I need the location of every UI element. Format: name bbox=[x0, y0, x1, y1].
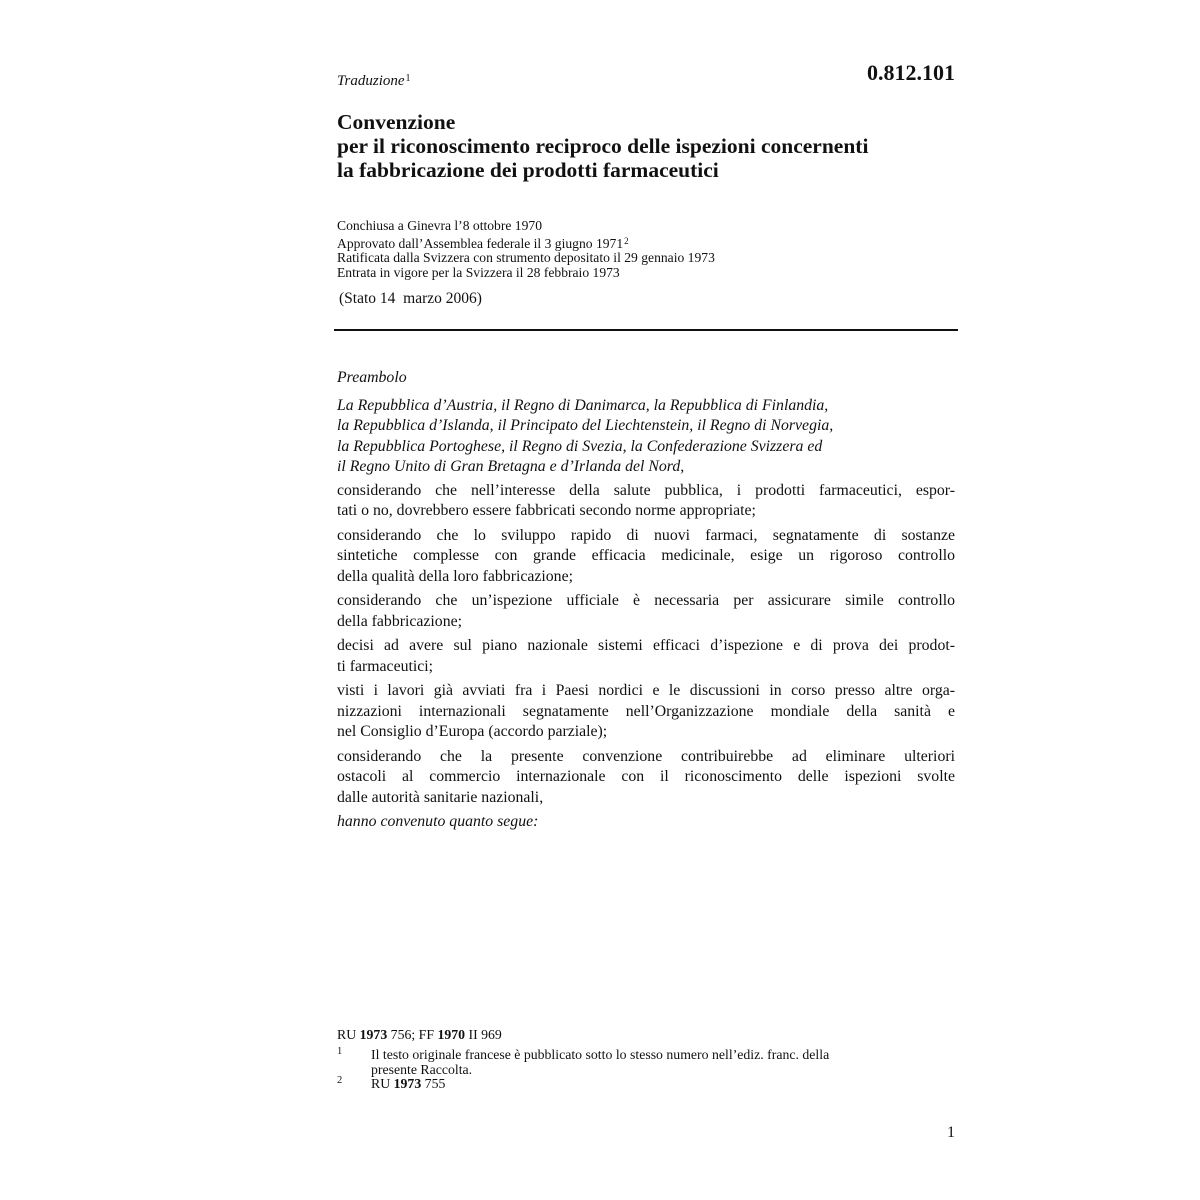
parties-line: la Repubblica d’Islanda, il Principato del Liechtenstein, il Regno di Norvegia, bbox=[337, 417, 834, 434]
footnote-mark: 2 bbox=[337, 1075, 343, 1087]
paragraph-line: considerando che un’ispezione ufficiale è necessaria per assicurare simile controllo bbox=[337, 592, 955, 609]
approved-date-text: Approvato dall’Assemblea federale il 3 giugno 1971 bbox=[337, 235, 624, 251]
paragraph-line: sintetiche complesse con grande efficacia medicinale, esige un rigoroso controllo bbox=[337, 547, 955, 564]
preamble-closing: hanno convenuto quanto segue: bbox=[337, 813, 539, 830]
paragraph-line: decisi ad avere sul piano nazionale sistemi efficaci d’ispezione e di prova dei prodot- bbox=[337, 637, 955, 654]
paragraph-line: della fabbricazione; bbox=[337, 612, 462, 630]
preamble-paragraph bbox=[337, 747, 955, 809]
footnote-ref-1[interactable]: 1 bbox=[405, 73, 411, 84]
ru-year: 1973 bbox=[393, 1076, 422, 1092]
preamble-paragraph bbox=[337, 681, 955, 743]
footnotes-section bbox=[337, 1028, 957, 1092]
dates-block bbox=[337, 219, 957, 280]
concluded-date: Conchiusa a Ginevra l’8 ottobre 1970 bbox=[337, 218, 542, 233]
in-force-date: Entrata in vigore per la Svizzera il 28 febbraio 1973 bbox=[337, 264, 620, 280]
preamble-heading: Preambolo bbox=[337, 369, 407, 386]
document-number: 0.812.101 bbox=[867, 60, 955, 85]
title-line-1: Convenzione bbox=[337, 110, 456, 134]
preamble-paragraph bbox=[337, 526, 955, 588]
footnote-source bbox=[337, 1028, 957, 1043]
document-title bbox=[337, 110, 977, 182]
parties-line: La Repubblica d’Austria, il Regno di Danimarca, la Repubblica di Finlandia, bbox=[337, 396, 829, 414]
ru-page: 756; FF bbox=[390, 1027, 434, 1042]
preamble-paragraph bbox=[337, 481, 955, 522]
page-number: 1 bbox=[947, 1124, 955, 1141]
paragraph-line: nizzazioni internazionali segnatamente nell’Organizzazione mondiale della sanità e bbox=[337, 702, 955, 720]
title-line-2: per il riconoscimento reciproco delle ispezioni concernenti bbox=[337, 134, 869, 158]
status-date: (Stato 14 marzo 2006) bbox=[339, 290, 482, 307]
approved-date bbox=[337, 234, 957, 252]
header-divider bbox=[334, 329, 958, 331]
paragraph-line: dalle autorità sanitarie nazionali, bbox=[337, 788, 544, 806]
paragraph-line: considerando che lo sviluppo rapido di nuovi farmaci, segnatamente di sostanze bbox=[337, 526, 955, 544]
paragraph-line: considerando che la presente convenzione contribuirebbe ad eliminare ulteriori bbox=[337, 747, 955, 765]
ru-year: 1973 bbox=[359, 1027, 388, 1042]
paragraph-line: tati o no, dovrebbero essere fabbricati secondo norme appropriate; bbox=[337, 502, 756, 519]
ratified-date: Ratificata dalla Svizzera con strumento depositato il 29 gennaio 1973 bbox=[337, 250, 715, 265]
paragraph-line: considerando che nell’interesse della salute pubblica, i prodotti farmaceutici, espor- bbox=[337, 481, 955, 499]
ru-label: RU bbox=[337, 1027, 357, 1042]
ru-label: RU bbox=[371, 1076, 391, 1092]
paragraph-line: ti farmaceutici; bbox=[337, 657, 434, 675]
paragraph-line: della qualità della loro fabbricazione; bbox=[337, 567, 573, 585]
preamble-paragraph bbox=[337, 636, 955, 677]
footnote-mark: 1 bbox=[337, 1045, 343, 1057]
paragraph-line: visti i lavori già avviati fra i Paesi nordici e le discussioni in corso presso altre orga- bbox=[337, 682, 955, 699]
parties-line: il Regno Unito di Gran Bretagna e d’Irlanda del Nord, bbox=[337, 458, 685, 475]
preamble-section bbox=[337, 368, 955, 833]
paragraph-line: ostacoli al commercio internazionale con il riconoscimento delle ispezioni svolte bbox=[337, 768, 955, 785]
footnote-2 bbox=[337, 1077, 957, 1092]
footnote-1 bbox=[337, 1045, 957, 1078]
footnote-ref-2[interactable]: 2 bbox=[624, 235, 629, 246]
contracting-parties bbox=[337, 396, 955, 478]
paragraph-line: nel Consiglio d’Europa (accordo parziale); bbox=[337, 723, 608, 740]
footnote-text-line: presente Raccolta. bbox=[371, 1061, 473, 1077]
ff-year: 1970 bbox=[437, 1027, 466, 1042]
translation-label bbox=[337, 73, 411, 90]
preamble-paragraph bbox=[337, 591, 955, 632]
title-line-3: la fabbricazione dei prodotti farmaceutici bbox=[337, 158, 719, 182]
footnote-text-line: Il testo originale francese è pubblicato sotto lo stesso numero nell’ediz. franc. della bbox=[371, 1046, 830, 1062]
translation-label-text: Traduzione bbox=[337, 73, 405, 89]
ru-page: 755 bbox=[424, 1076, 446, 1092]
ff-ref: II 969 bbox=[468, 1027, 502, 1042]
parties-line: la Repubblica Portoghese, il Regno di Svezia, la Confederazione Svizzera ed bbox=[337, 437, 823, 455]
